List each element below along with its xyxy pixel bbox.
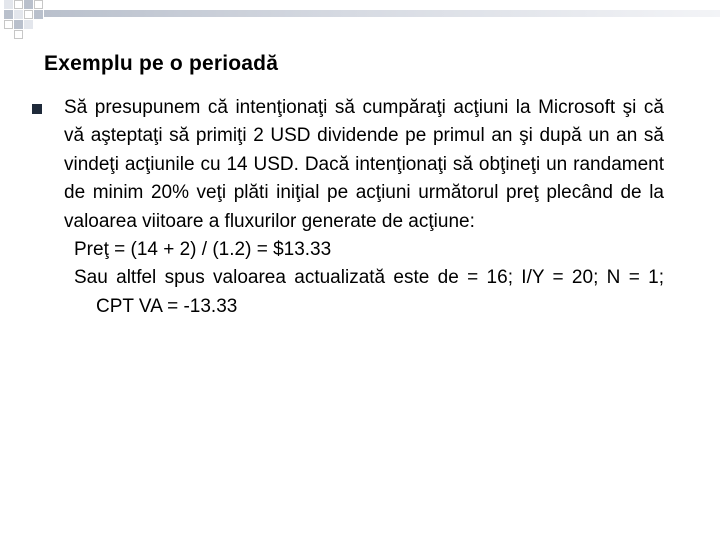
bullet-paragraph: Să presupunem că intenţionaţi să cumpăraţi acţiuni la Microsoft şi că vă aşteptaţi să primiţi 2 USD dividende pe primul an şi după un an să vindeţi acţiunile cu 14 USD. Dacă intenţionaţi să obţineţi un randament de minim 20% veţi plăti iniţial pe acţiuni următorul preţ plecând de la valoarea viitoare a fluxurilor generate de acţiune:: [64, 97, 664, 232]
slide-body: [64, 94, 664, 321]
alternative-calculation: Sau altfel spus valoarea actualizată este de = 16; I/Y = 20; N = 1; CPT VA = -13.33: [74, 267, 664, 317]
slide-title: Exemplu pe o perioadă: [44, 52, 279, 75]
price-formula: Preţ = (14 + 2) / (1.2) = $13.33: [74, 239, 332, 261]
square-bullet-icon: [32, 104, 42, 114]
decor-top-bar: [44, 10, 720, 17]
